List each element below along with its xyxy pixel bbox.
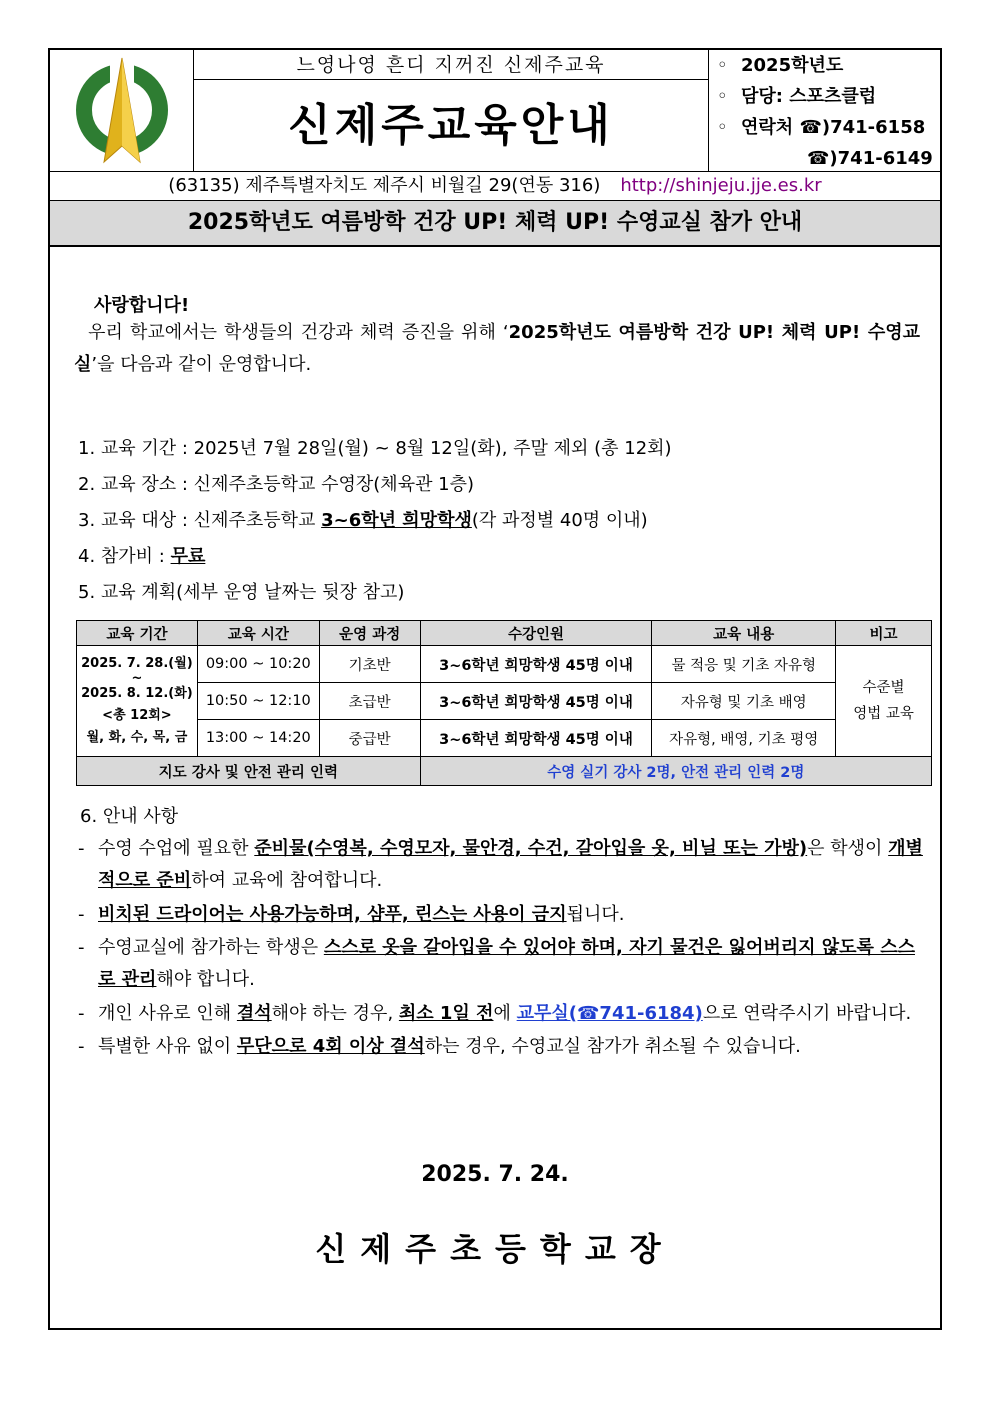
intro-text-end: ’을 다음과 같이 운영합니다. (91, 354, 312, 375)
note-text: 하여 교육에 참여합니다. (191, 870, 383, 891)
school-logo-icon (50, 50, 194, 171)
remark-cell (836, 646, 932, 757)
time-cell: 13:00 ~ 14:20 (197, 720, 319, 757)
target-label: 3. 교육 대상 : 신제주초등학교 (78, 510, 322, 531)
note-emphasis: 개별적으로 준비 (98, 838, 923, 891)
col-header: 수강인원 (420, 621, 652, 646)
note-text: 하는 경우, 수영교실 참가가 취소될 수 있습니다. (424, 1036, 801, 1057)
staff-value: 수영 실기 강사 2명, 안전 관리 인력 2명 (420, 757, 931, 786)
notice-page (48, 48, 942, 1330)
school-address: (63135) 제주특별자치도 제주시 비월길 29(연동 316) (168, 175, 601, 196)
dash: - (78, 904, 85, 925)
item-plan: 5. 교육 계획(세부 운영 날짜는 뒷장 참고) (78, 582, 405, 603)
note-text: 해야 하는 경우, (271, 1003, 399, 1024)
course-cell: 기초반 (319, 646, 420, 683)
dash: - (78, 1003, 85, 1024)
notice-item-self-care (78, 932, 924, 996)
col-header: 교육 시간 (197, 621, 319, 646)
bullet-icon: ◦ (717, 117, 728, 138)
period-days: 월, 화, 수, 목, 금 (86, 730, 188, 745)
manager-line (717, 81, 940, 112)
letterhead (50, 50, 940, 171)
dash: - (78, 1036, 85, 1057)
fee-label: 4. 참가비 : (78, 546, 171, 567)
office-phone-link[interactable]: 교무실(☎741-6184) (516, 1003, 703, 1024)
contact-line (717, 112, 940, 143)
bullet-icon: ◦ (717, 55, 728, 76)
dash: - (78, 937, 85, 958)
note-text: 은 학생이 (807, 838, 889, 859)
plan-table (76, 620, 932, 786)
school-motto: 느영나영 흔디 지꺼진 신제주교육 (194, 50, 708, 80)
intro-paragraph (74, 317, 920, 381)
period-end: 2025. 8. 12.(화) (81, 686, 193, 701)
table-row (77, 683, 932, 720)
col-header: 비고 (836, 621, 932, 646)
intro-text: 우리 학교에서는 학생들의 건강과 체력 증진을 위해 ‘ (88, 322, 509, 343)
time-cell: 10:50 ~ 12:10 (197, 683, 319, 720)
period-cell (77, 646, 198, 757)
students-cell: 3~6학년 희망학생 45명 이내 (420, 720, 652, 757)
phone-icon: ☎ (807, 148, 830, 169)
note-emphasis: 스스로 옷을 갈아입을 수 있어야 하며, 자기 물건은 잃어버리지 않도록 스스로 관리 (98, 937, 915, 990)
item-place: 2. 교육 장소 : 신제주초등학교 수영장(체육관 1층) (78, 474, 475, 495)
school-year: 2025학년도 (741, 55, 844, 76)
students-cell: 3~6학년 희망학생 45명 이내 (420, 646, 652, 683)
period-start: 2025. 7. 28.(월) (81, 656, 193, 671)
col-header: 교육 내용 (652, 621, 836, 646)
remark-line-2: 영법 교육 (853, 706, 914, 722)
address-bar (50, 171, 940, 201)
col-header: 운영 과정 (319, 621, 420, 646)
col-header: 교육 기간 (77, 621, 198, 646)
note-emphasis: 비치된 드라이어는 사용가능하며, 샴푸, 린스는 사용이 금지 (98, 904, 567, 925)
note-text: 됩니다. (566, 904, 625, 925)
note-text: 으로 연락주시기 바랍니다. (702, 1003, 912, 1024)
contact-label: 연락처 (741, 117, 794, 138)
phone-1: )741-6158 (821, 117, 926, 138)
phone-2: )741-6149 (829, 148, 933, 169)
item-period: 1. 교육 기간 : 2025년 7월 28일(월) ~ 8월 12일(화), 주말 제외 (총 12회) (78, 438, 672, 459)
course-cell: 중급반 (319, 720, 420, 757)
content-cell: 자유형, 배영, 기초 평영 (652, 720, 836, 757)
target-limit: (각 과정별 40명 이내) (471, 510, 648, 531)
dash: - (78, 838, 85, 859)
note-text: 수영 수업에 필요한 (98, 838, 255, 859)
table-footer-row (77, 757, 932, 786)
note-emphasis: 결석 (236, 1003, 272, 1024)
period-count: <총 12회> (102, 708, 172, 723)
item-fee (78, 542, 205, 568)
bullet-icon: ◦ (717, 86, 728, 107)
time-cell: 09:00 ~ 10:20 (197, 646, 319, 683)
contact-info (708, 50, 940, 171)
notice-item-cancel (78, 1031, 924, 1063)
period-sep: ~ (131, 671, 143, 686)
phone-icon: ☎ (799, 117, 822, 138)
note-emphasis: 무단으로 4회 이상 결석 (236, 1036, 425, 1057)
manager: 담당: 스포츠클럽 (741, 86, 877, 107)
table-header-row (77, 621, 932, 646)
notice-date: 2025. 7. 24. (421, 1162, 569, 1187)
note-emphasis: 준비물(수영복, 수영모자, 물안경, 수건, 갈아입을 옷, 비닐 또는 가방) (254, 838, 808, 859)
page-title: 신제주교육안내 (288, 100, 614, 151)
students-cell: 3~6학년 희망학생 45명 이내 (420, 683, 652, 720)
staff-label: 지도 강사 및 안전 관리 인력 (77, 757, 421, 786)
content-cell: 물 적응 및 기초 자유형 (652, 646, 836, 683)
note-text: 해야 합니다. (156, 969, 255, 990)
notice-item-supplies (78, 833, 924, 897)
program-name: 2025학년도 여름방학 건강 UP! 체력 UP! 수영교실 (74, 322, 920, 375)
content-cell: 자유형 및 기초 배영 (652, 683, 836, 720)
school-url-link[interactable]: http://shinjeju.jje.es.kr (620, 175, 822, 196)
note-emphasis: 최소 1일 전 (398, 1003, 494, 1024)
note-text: 특별한 사유 없이 (98, 1036, 237, 1057)
notice-heading: 6. 안내 사항 (80, 806, 179, 827)
fee-value: 무료 (170, 546, 206, 567)
note-text: 에 (493, 1003, 517, 1024)
course-cell: 초급반 (319, 683, 420, 720)
target-students: 3~6학년 희망학생 (321, 510, 472, 531)
item-target (78, 506, 648, 532)
remark-line-1: 수준별 (862, 680, 905, 696)
principal-signature: 신제주초등학교장 (315, 1230, 675, 1268)
table-row (77, 720, 932, 757)
notice-item-absence (78, 998, 924, 1030)
greeting: 사랑합니다! (94, 295, 190, 316)
year-line (717, 50, 940, 81)
note-text: 개인 사유로 인해 (98, 1003, 237, 1024)
contact-line-2 (717, 143, 940, 174)
note-text: 수영교실에 참가하는 학생은 (98, 937, 324, 958)
school-logo-cell (50, 50, 194, 171)
notice-item-dryer (78, 899, 924, 931)
notice-banner: 2025학년도 여름방학 건강 UP! 체력 UP! 수영교실 참가 안내 (50, 201, 940, 247)
table-row (77, 646, 932, 683)
